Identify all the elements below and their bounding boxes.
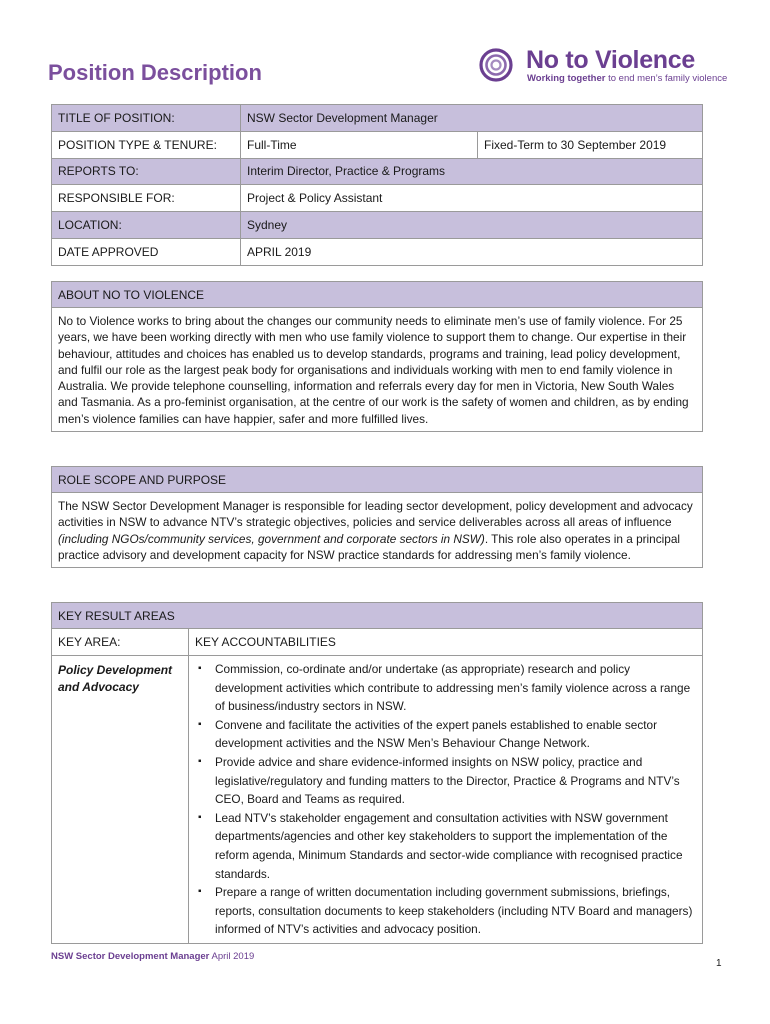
role-scope-text (52, 493, 703, 568)
footer (51, 951, 254, 962)
info-row-location (52, 212, 703, 239)
no-to-violence-logo (476, 46, 728, 86)
about-section (51, 281, 703, 432)
kra-col-area: KEY AREA: (52, 629, 189, 656)
logo-name: No to Violence (526, 46, 695, 74)
location-value: Sydney (241, 212, 703, 239)
type-value: Full-Time (241, 131, 478, 158)
logo-tagline-bold: Working together (527, 73, 606, 84)
about-heading: ABOUT NO TO VIOLENCE (52, 282, 703, 308)
kra-heading: KEY RESULT AREAS (52, 603, 703, 629)
role-scope-text-1: The NSW Sector Development Manager is responsible for leading sector development, policy development and advocacy activities in NSW to advance NTV’s strategic objectives, policies and service deliverables across all areas of influence (58, 499, 693, 530)
role-scope-text-2: . This role also operates in a principal practice advisory and development capacity for NSW practice standards for addressing men’s family violence. (58, 531, 681, 562)
reports-label: REPORTS TO: (52, 158, 241, 185)
info-row-date (52, 238, 703, 265)
type-term: Fixed-Term to 30 September 2019 (478, 131, 703, 158)
footer-doc-name: NSW Sector Development Manager (51, 951, 210, 962)
kra-col-accountabilities: KEY ACCOUNTABILITIES (189, 629, 703, 656)
role-scope-section (51, 466, 703, 568)
date-value: APRIL 2019 (241, 238, 703, 265)
logo-tagline (527, 73, 727, 84)
type-label: POSITION TYPE & TENURE: (52, 131, 241, 158)
list-item: ▪ Convene and facilitate the activities of the expert panels established to enable sector development activities and the NSW Men’s Behaviour Change Network. (195, 716, 696, 753)
location-label: LOCATION: (52, 212, 241, 239)
key-result-areas-table (51, 602, 703, 944)
logo-tagline-rest: to end men’s family violence (605, 73, 728, 84)
position-info-table (51, 104, 703, 266)
responsible-label: RESPONSIBLE FOR: (52, 185, 241, 212)
logo-rings-icon (476, 48, 522, 84)
page-number: 1 (716, 958, 722, 969)
info-row-type (52, 131, 703, 158)
responsible-value: Project & Policy Assistant (241, 185, 703, 212)
footer-date: April 2019 (209, 951, 255, 962)
date-label: DATE APPROVED (52, 238, 241, 265)
accountabilities-list (195, 660, 696, 939)
info-row-responsible (52, 185, 703, 212)
list-item: ▪ Commission, co-ordinate and/or undertake (as appropriate) research and policy development activities which contribute to addressing men’s family violence across a range of business/industry sectors in NSW. (195, 660, 696, 716)
info-row-title (52, 105, 703, 132)
list-item: ▪ Provide advice and share evidence-informed insights on NSW policy, practice and legislative/regulatory and funding matters to the Director, Practice & Programs and NTV’s CEO, Board and Teams as required. (195, 753, 696, 809)
list-item: ▪ Prepare a range of written documentation including government submissions, briefings, reports, consultation documents to keep stakeholders (including NTV Board and managers) informed of NTV’s activities and advocacy position. (195, 883, 696, 939)
reports-value: Interim Director, Practice & Programs (241, 158, 703, 185)
list-item: ▪ Lead NTV’s stakeholder engagement and consultation activities with NSW government departments/agencies and other key stakeholders to support the implementation of the reform agenda, Minimum Standards and sector-wide compliance with recognised practice standards. (195, 809, 696, 883)
about-text: No to Violence works to bring about the changes our community needs to eliminate men’s use of family violence. For 25 years, we have been working directly with men who use family violence to support them to change. Our expertise in their behaviour, attitudes and choices has enabled us to develop standards, programs and training, lead policy development, and fulfil our role as the largest peak body for organisations and individuals working with men to end family violence in Australia. We provide telephone counselling, information and referrals every day for men in Victoria, New South Wales and Tasmania. As a pro-feminist organisation, at the centre of our work is the safety of women and children, as by ending men’s violence families can have happier, safer and more fulfilled lives. (52, 308, 703, 432)
page-title: Position Description (48, 60, 262, 85)
kra-area-policy: Policy Development and Advocacy (52, 656, 189, 944)
role-scope-heading: ROLE SCOPE AND PURPOSE (52, 467, 703, 493)
title-label: TITLE OF POSITION: (52, 105, 241, 132)
title-value: NSW Sector Development Manager (241, 105, 703, 132)
info-row-reports (52, 158, 703, 185)
role-scope-text-italic: (including NGOs/community services, government and corporate sectors in NSW) (58, 531, 485, 546)
